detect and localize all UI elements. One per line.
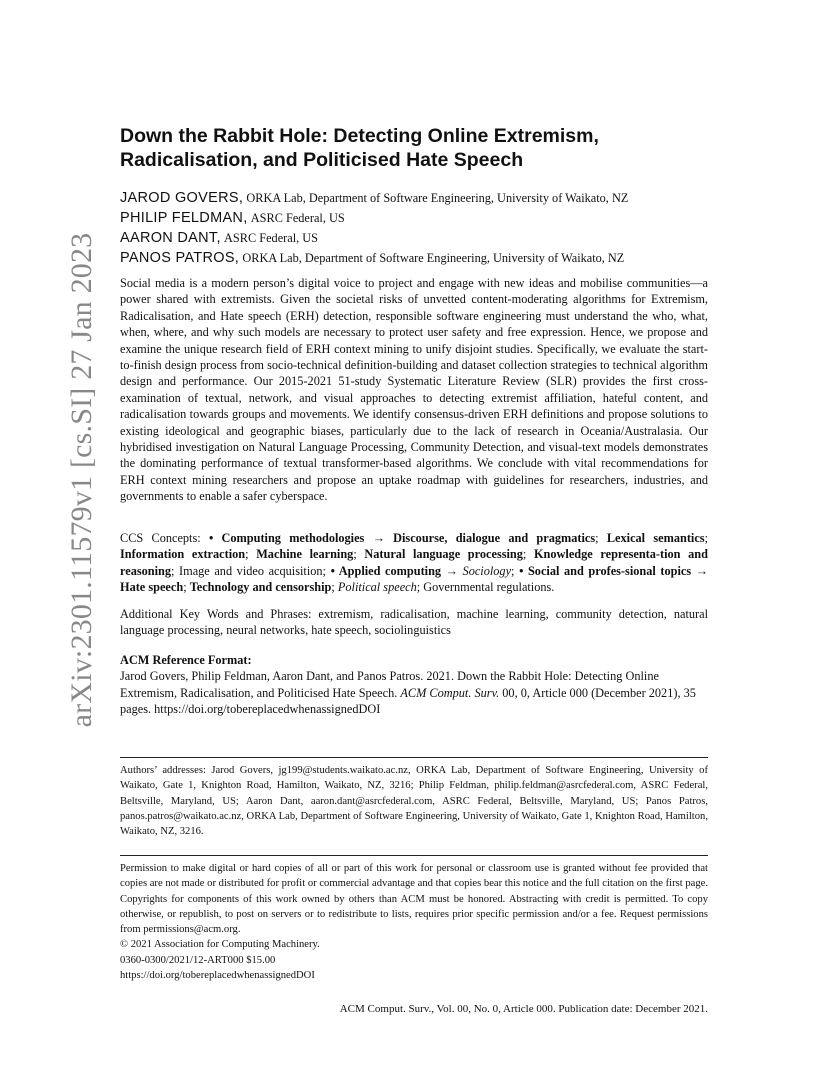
author-affiliation: ASRC Federal, US bbox=[224, 231, 318, 245]
ccs-term: Lexical semantics bbox=[606, 531, 705, 545]
author-entry bbox=[120, 188, 708, 208]
ccs-term: Knowledge representa-tion and reasoning bbox=[120, 547, 708, 578]
divider bbox=[120, 855, 708, 856]
arxiv-stamp bbox=[58, 230, 106, 730]
ccs-sep: ; bbox=[331, 580, 338, 595]
abstract: Social media is a modern person’s digital voice to project and engage with new ideas and mobilise communities—a power shared with extremists. Given the societal risks of unvetted content-moderating algorithms for Extremism, Radicalisation, and Hate speech (ERH) detection, responsible software engineering must understand the who, what, when, where, and why such models are necessary to protect user safety and free expression. Hence, we propose and examine the unique research field of ERH context mining to unify disjoint studies. Specifically, we evaluate the start-to-finish design process from socio-technical definition-building and dataset collection strategies to technical algorithm design and performance. Our 2015-2021 51-study Systematic Literature Review (SLR) provides the first cross-examination of textual, network, and visual approaches to detecting extremist affiliation, hateful content, and radicalisation towards groups and movements. We identify consensus-driven ERH definitions and propose solutions to existing ideological and geographic biases, particularly due to the lack of research in Oceania/Australasia. Our hybridised investigation on Natural Language Processing, Community Detection, and visual-text models demonstrates the dominating performance of textual transformer-based algorithms. We conclude with vital recommendations for ERH context mining researchers and propose an uptake roadmap with guidelines for researchers, industries, and governments to enable a safer cyberspace. bbox=[120, 276, 708, 504]
reference-journal: ACM Comput. Surv. bbox=[400, 685, 500, 700]
ccs-term: • Computing methodologies → Discourse, dialogue and pragmatics bbox=[208, 531, 596, 545]
ccs-sep: ; bbox=[511, 563, 520, 578]
author-affiliation: ASRC Federal, US bbox=[250, 211, 345, 225]
copyright-line: © 2021 Association for Computing Machinery. bbox=[120, 939, 320, 951]
ccs-term: Natural language processing bbox=[364, 547, 523, 562]
ccs-label: CCS Concepts: bbox=[120, 531, 209, 545]
ccs-sep: ; bbox=[245, 547, 257, 562]
ccs-concepts bbox=[120, 530, 708, 596]
reference-text bbox=[120, 668, 708, 717]
ccs-term: • Social and profes-sional topics → Hate speech bbox=[120, 563, 708, 595]
reference-heading: ACM Reference Format: bbox=[120, 653, 252, 667]
ccs-sep: ; bbox=[522, 547, 534, 562]
arxiv-stamp-text: arXiv:2301.11579v1 [cs.SI] 27 Jan 2023 bbox=[65, 232, 98, 728]
author-affiliation: ORKA Lab, Department of Software Engineering, University of Waikato, NZ bbox=[246, 191, 629, 205]
author-addresses: Authors’ addresses: Jarod Govers, jg199@students.waikato.ac.nz, ORKA Lab, Department of Software Engineering, University of Waikato, Gate 1, Knighton Road, Hamilton, Waikato, NZ, 3216; Philip Feldman, philip.feldman@asrcfederal.com, ASRC Federal, Beltsville, Maryland, US; Aaron Dant, aaron.dant@asrcfederal.com, ASRC Federal, Beltsville, Maryland, US; Panos Patros, panos.patros@waikato.ac.nz, ORKA Lab, Department of Software Engineering, University of Waikato, Gate 1, Knighton Road, Hamilton, Waikato, NZ, 3216. bbox=[120, 765, 708, 838]
keywords: Additional Key Words and Phrases: extremism, radicalisation, machine learning, community detection, natural language processing, neural networks, hate speech, sociolinguistics bbox=[120, 607, 708, 638]
author-entry bbox=[120, 208, 708, 228]
acm-reference bbox=[120, 652, 708, 718]
author-name: JAROD GOVERS, bbox=[120, 190, 244, 206]
permission-block bbox=[120, 861, 708, 983]
paper-title: Down the Rabbit Hole: Detecting Online Extremism, Radicalisation, and Politicised Hate Speech bbox=[120, 125, 599, 171]
ccs-term: Machine learning bbox=[256, 547, 354, 562]
permission-text: Permission to make digital or hard copies of all or part of this work for personal or classroom use is granted without fee provided that copies are not made or distributed for profit or commercial advantage and that copies bear this notice and the full citation on the first page. Copyrights for components of this work owned by others than ACM must be honored. Abstracting with credit is permitted. To copy otherwise, or republish, to post on servers or to redistribute to lists, requires prior specific permission and/or a fee. Request permissions from permissions@acm.org. bbox=[120, 863, 708, 936]
doi-line: https://doi.org/tobereplacedwhenassignedDOI bbox=[120, 970, 315, 982]
page-footer: ACM Comput. Surv., Vol. 00, No. 0, Article 000. Publication date: December 2021. bbox=[339, 1003, 708, 1015]
ccs-term: • Applied computing bbox=[330, 563, 442, 578]
issn-line: 0360-0300/2021/12-ART000 $15.00 bbox=[120, 954, 276, 966]
author-entry bbox=[120, 228, 708, 248]
ccs-term: Information extraction bbox=[120, 547, 246, 562]
reference-part: 00, 0, Article 000 (December 2021), 35 pages. https://doi.org/tobereplacedwhenassignedDOI bbox=[120, 685, 696, 717]
author-name: AARON DANT, bbox=[120, 230, 221, 246]
ccs-sep: ; bbox=[183, 580, 190, 595]
divider bbox=[120, 757, 708, 758]
ccs-sep: ; Image and video acquisition; bbox=[171, 563, 331, 578]
author-affiliation: ORKA Lab, Department of Software Engineering, University of Waikato, NZ bbox=[242, 251, 625, 265]
ccs-term: Sociology bbox=[462, 563, 512, 578]
ccs-sep: → bbox=[441, 563, 463, 578]
author-name: PANOS PATROS, bbox=[120, 250, 240, 266]
ccs-sep: ; bbox=[704, 531, 708, 545]
reference-part: Jarod Govers, Philip Feldman, Aaron Dant, and Panos Patros. 2021. Down the Rabbit Hole: Detecting Online Extremism, Radicalisation, and Politicised Hate Speech. bbox=[120, 669, 659, 700]
ccs-sep: ; bbox=[595, 531, 607, 545]
author-list bbox=[120, 188, 708, 268]
ccs-sep: ; bbox=[353, 547, 365, 562]
ccs-sep: ; Governmental regulations. bbox=[416, 580, 555, 595]
ccs-term: Political speech bbox=[337, 580, 417, 595]
author-entry bbox=[120, 248, 708, 268]
ccs-term: Technology and censorship bbox=[189, 580, 332, 595]
author-name: PHILIP FELDMAN, bbox=[120, 210, 248, 226]
